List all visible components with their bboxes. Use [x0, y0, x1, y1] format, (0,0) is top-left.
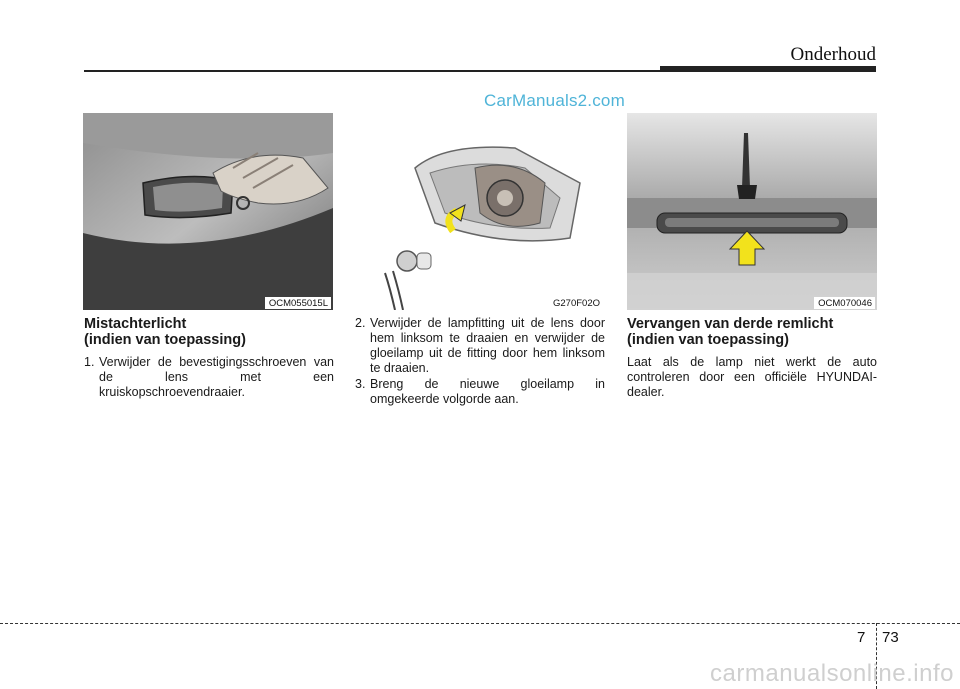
footer-watermark[interactable]: carmanualsonline.info: [710, 660, 954, 687]
header-rule-thin: [84, 70, 664, 72]
section-title: Onderhoud: [790, 44, 876, 65]
footer-rule: [0, 623, 960, 624]
watermark-carmanuals[interactable]: CarManuals2.com: [484, 91, 625, 110]
fog-light-removal-photo: [83, 113, 333, 310]
paragraph-dealer: Laat als de lamp niet werkt de auto controleren door een officiële HYUNDAI-dealer.: [627, 355, 877, 399]
header-rule-thick: [660, 66, 876, 72]
chapter-number: 7: [857, 629, 866, 646]
step-number: 3.: [355, 377, 366, 391]
figure-code: OCM055015L: [265, 297, 331, 309]
column-bulb-replacement: [355, 316, 605, 408]
column-fog-light: [84, 316, 334, 401]
figure-brake-light: [627, 113, 877, 310]
column-third-brake-light: [627, 316, 877, 400]
step-item: [355, 377, 605, 407]
heading-fog-light: [84, 316, 334, 348]
figure-bulb-socket: [355, 113, 605, 310]
step-number: 1.: [84, 355, 95, 369]
figure-code: G270F02O: [549, 297, 603, 309]
figure-fog-light: [83, 113, 333, 310]
step-text: Verwijder de bevestigingsschroeven van de lens met een kruiskopschroevendraaier.: [99, 355, 334, 399]
high-mount-stop-light-photo: [627, 113, 877, 310]
figure-code: OCM070046: [814, 297, 875, 309]
heading-line: (indien van toepassing): [84, 332, 246, 348]
step-number: 2.: [355, 316, 366, 330]
bulb-socket-photo: [355, 113, 605, 310]
heading-third-brake-light: [627, 316, 877, 348]
heading-line: Mistachterlicht: [84, 316, 187, 332]
heading-line: (indien van toepassing): [627, 332, 789, 348]
step-item: [84, 355, 334, 400]
page-number: 73: [882, 629, 899, 646]
step-item: [355, 316, 605, 376]
step-text: Verwijder de lampfitting uit de lens door hem linksom te draaien en verwijder de gloeilamp uit de fitting door hem linksom te draaien.: [370, 316, 605, 375]
step-text: Breng de nieuwe gloeilamp in omgekeerde volgorde aan.: [370, 377, 605, 406]
heading-line: Vervangen van derde remlicht: [627, 316, 834, 332]
